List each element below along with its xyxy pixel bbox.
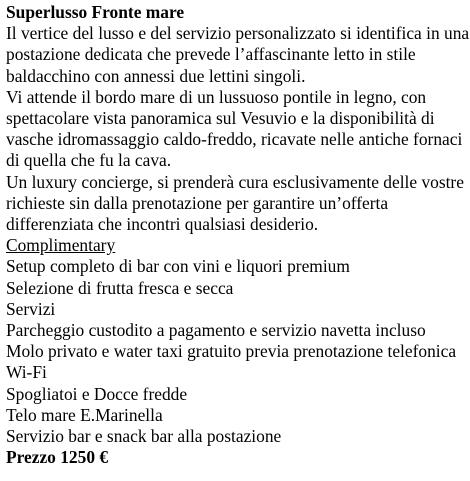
description-line: differenziata che incontri qualsiasi desiderio.	[6, 214, 319, 235]
description-line: Vi attende il bordo mare di un lussuoso pontile in legno, con	[6, 86, 427, 107]
complimentary-item: Selezione di frutta fresca e secca	[6, 277, 234, 298]
complimentary-list	[6, 256, 468, 298]
description-line: Il vertice del lusso e del servizio personalizzato si identifica in una	[6, 23, 470, 44]
services-item: Molo privato e water taxi gratuito previa prenotazione telefonica	[6, 341, 457, 362]
description-line: baldacchino con annessi due lettini singoli.	[6, 65, 306, 86]
description-line: spettacolare vista panoramica sul Vesuvio e la disponibilità di	[6, 108, 435, 129]
document-title: Superlusso Fronte mare	[6, 2, 185, 22]
services-item: Wi-Fi	[6, 362, 47, 383]
complimentary-heading: Complimentary	[6, 235, 116, 256]
description	[6, 23, 468, 235]
document	[6, 2, 468, 468]
services-item: Telo mare E.Marinella	[6, 404, 163, 425]
description-line: Un luxury concierge, si prenderà cura esclusivamente delle vostre	[6, 171, 464, 192]
services-item: Parcheggio custodito a pagamento e servizio navetta incluso	[6, 320, 426, 341]
price: Prezzo 1250 €	[6, 447, 109, 468]
description-line: postazione dedicata che prevede l’affascinante letto in stile	[6, 44, 416, 65]
complimentary-item: Setup completo di bar con vini e liquori premium	[6, 256, 350, 277]
services-list	[6, 320, 468, 447]
services-item: Servizio bar e snack bar alla postazione	[6, 426, 282, 447]
description-line: richieste sin dalla prenotazione per garantire un’offerta	[6, 192, 389, 213]
services-item: Spogliatoi e Docce fredde	[6, 383, 188, 404]
services-heading: Servizi	[6, 298, 56, 319]
description-line: di quella che fu la cava.	[6, 150, 172, 171]
description-line: vasche idromassaggio caldo-freddo, ricavate nelle antiche fornaci	[6, 129, 463, 150]
